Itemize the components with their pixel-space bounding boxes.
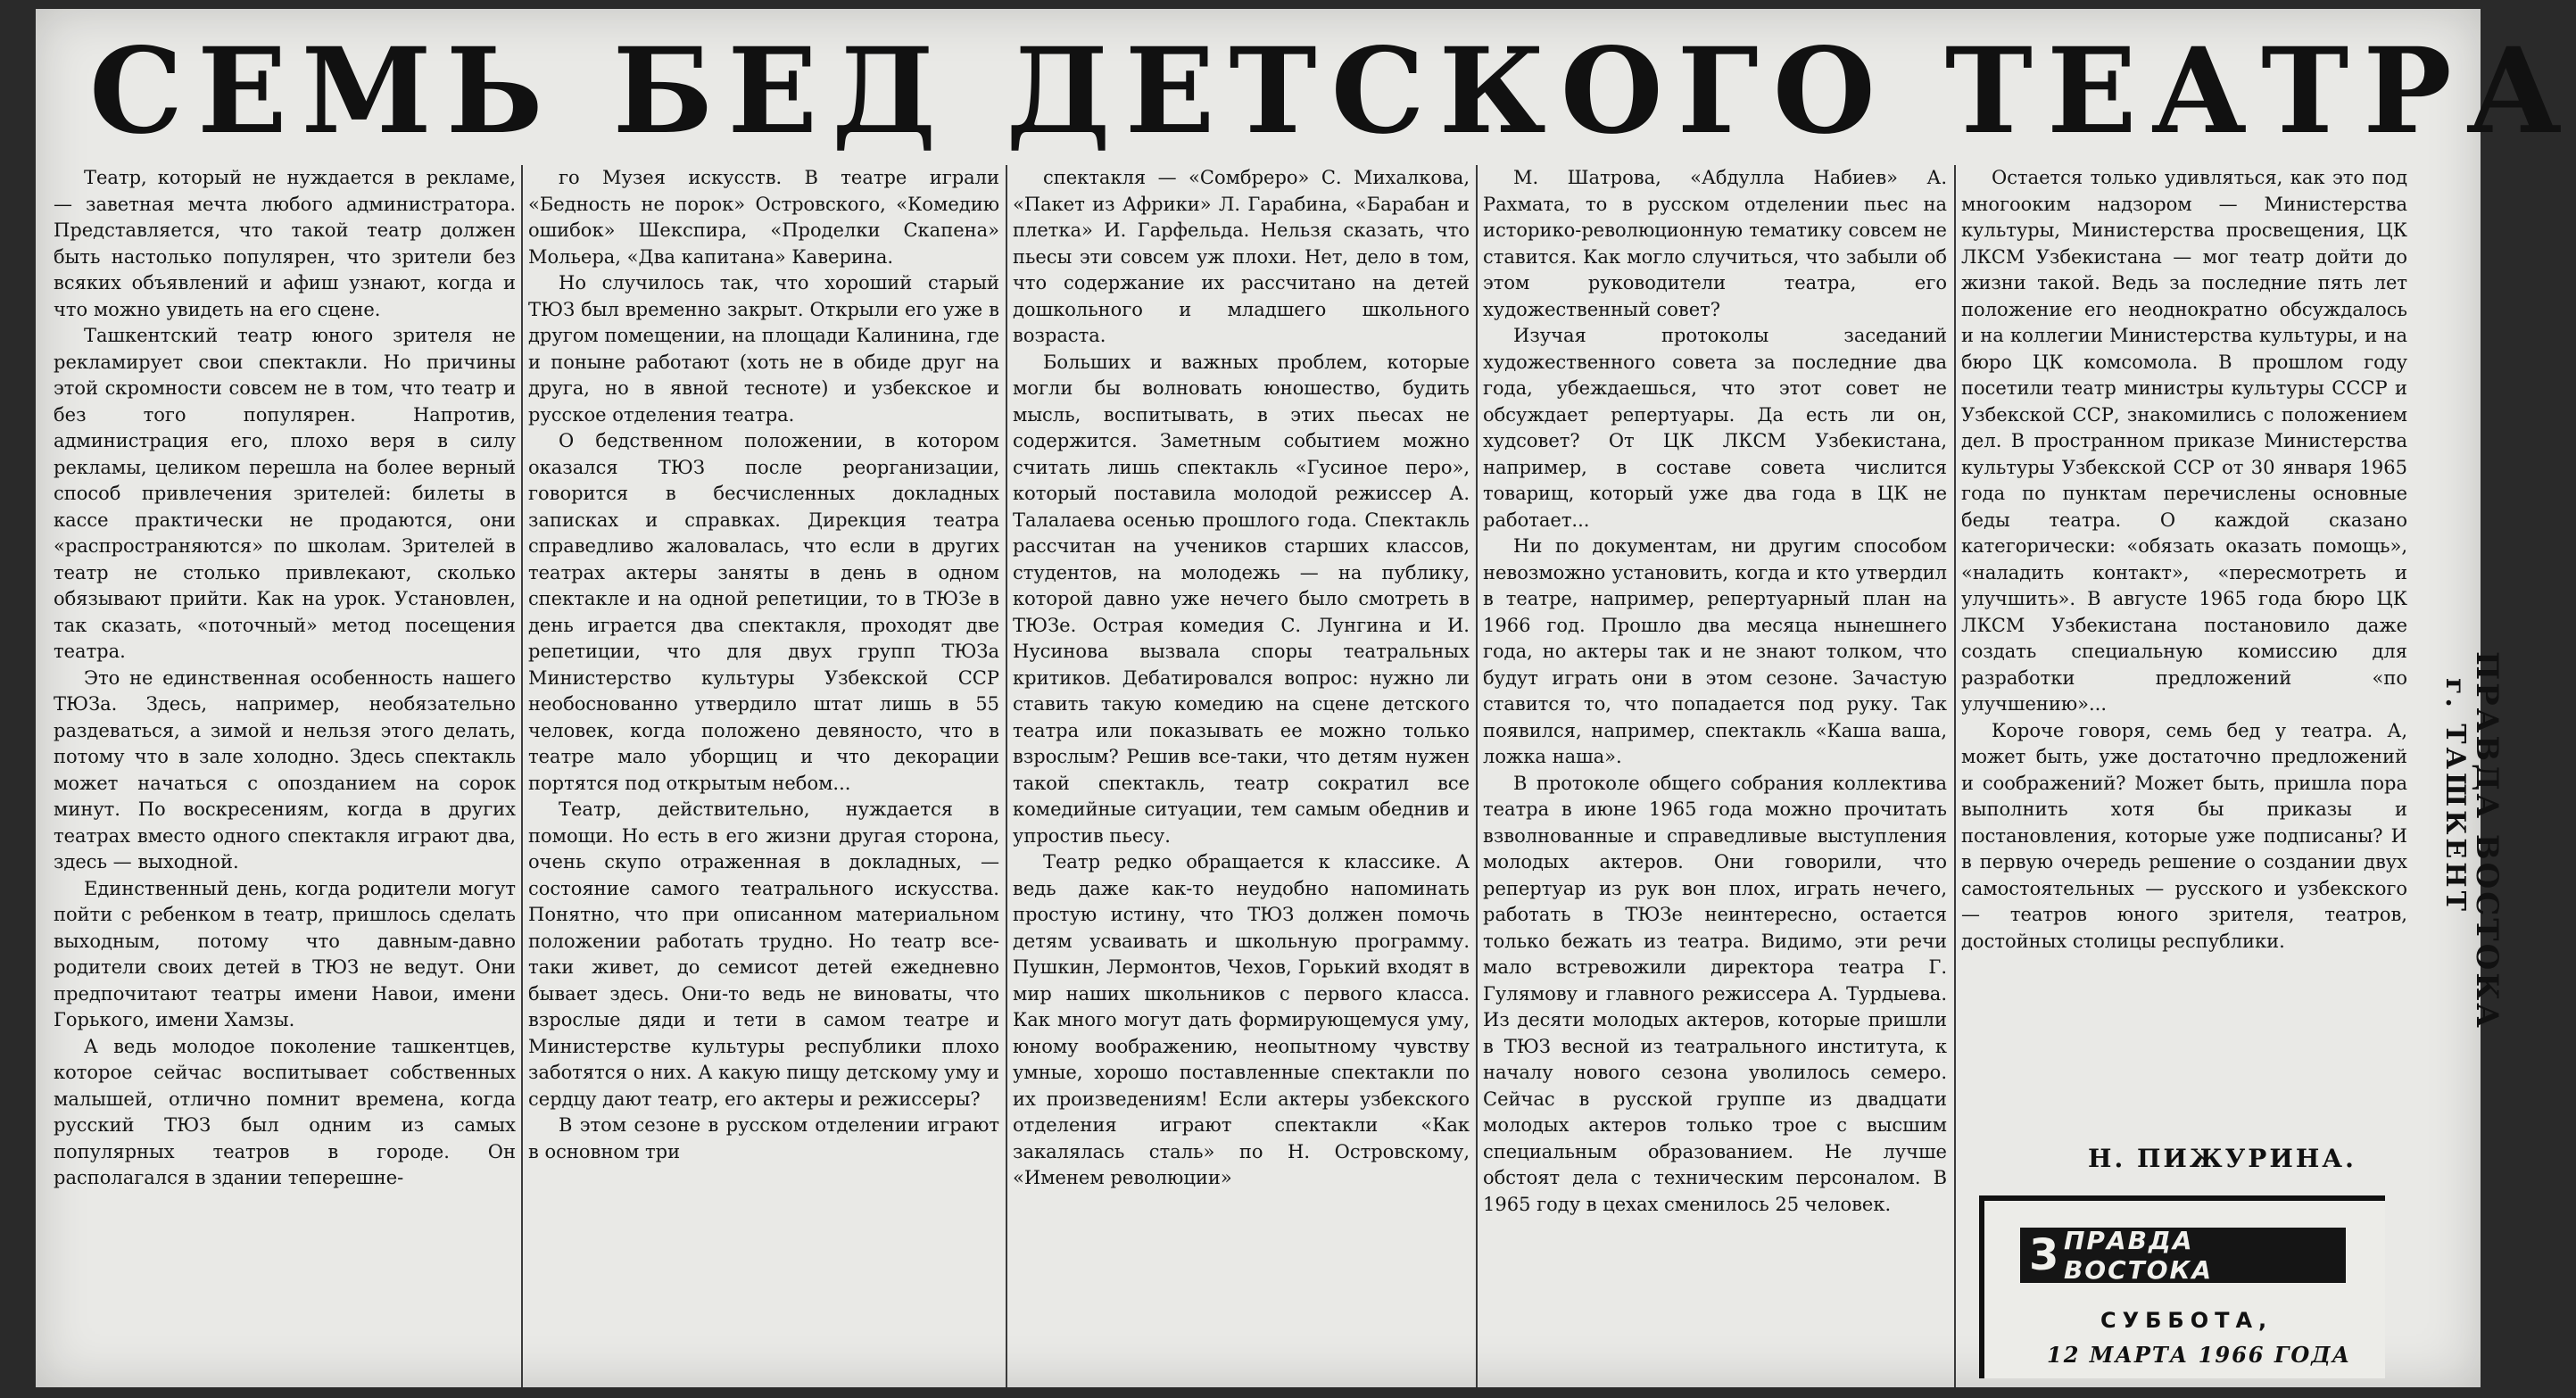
source-city: г. ТАШКЕНТ bbox=[2439, 678, 2471, 914]
column-divider bbox=[1954, 165, 1956, 1387]
column-divider bbox=[521, 165, 523, 1387]
article-paragraph: Театр редко обращается к классике. А ведь даже как-то неудобно напоминать простую истину, что ТЮЗ должен помочь детям усваивать и школьную программу. Пушкин, Лермонтов, Чехов, Горький входят в мир наших школьников с первого класса. Как много могут дать формирующемуся уму, юному воображению, неопытному чувству умные, хорошо поставленные спектакли по их произведениям! Если актеры узбекского отделения играют спектакли «Как закалялась сталь» по Н. Островскому, «Именем революции» bbox=[1013, 851, 1470, 1188]
article-paragraph: Ни по документам, ни другим способом невозможно установить, когда и кто утвердил в театре, например, репертуарный план на 1966 год. Прошло два месяца нынешнего года, но актеры так и не знают толком, что будут играть они в этом сезоне. Зачастую ставится то, что попадается под руку. Так появился, например, спектакль «Каша ваша, ложка наша». bbox=[1483, 535, 1947, 767]
newspaper-clipping bbox=[36, 9, 2576, 1387]
masthead-title: ПРАВДА ВОСТОКА bbox=[2063, 1226, 2214, 1285]
article-column-4 bbox=[1483, 165, 1947, 1387]
article-column-3 bbox=[1013, 165, 1470, 1387]
article-paragraph: спектакля — «Сомбреро» С. Михалкова, «Пакет из Африки» Л. Гарабина, «Барабан и плетка» И. Гарфельда. Нельзя сказать, что пьесы эти совсем уж плохи. Нет, дело в том, что содержание их рассчитано на детей дошкольного и младшего школьного возраста. bbox=[1013, 167, 1470, 346]
article-paragraph: В протоколе общего собрания коллектива театра в июне 1965 года можно прочитать взволнованные и справедливые выступления молодых актеров. Они говорили, что репертуар из рук вон плох, играть нечего, работать в ТЮЗе неинтересно, остается только бежать из театра. Видимо, эти речи мало встревожили директора театра Г. Гулямову и главного режиссера А. Турдыева. Из десяти молодых актеров, которые пришли в ТЮЗ весной из театрального института, к началу нового сезона уволилось семеро. Сейчас в русской группе из двадцати молодых актеров только трое с высшим специальным образованием. Не лучше обстоят дела с техническим персоналом. В 1965 году в цехах сменилось 25 человек. bbox=[1483, 772, 1947, 1215]
masthead-banner bbox=[2020, 1228, 2346, 1283]
article-headline: СЕМЬ БЕД ДЕТСКОГО ТЕАТРА bbox=[89, 22, 2576, 161]
source-credit bbox=[2439, 651, 2512, 1030]
article-paragraph: В этом сезоне в русском отделении играют в основном три bbox=[528, 1114, 999, 1162]
article-column-1 bbox=[54, 165, 516, 1387]
article-paragraph: Театр, который не нуждается в рекламе, — заветная мечта любого администратора. Представляется, что такой театр должен быть настолько популярен, что зрители без всяких объявлений и афиш узнают, когда и что можно увидеть на его сцене. bbox=[54, 167, 516, 320]
newspaper-masthead bbox=[1979, 1195, 2385, 1378]
source-publication: ПРАВДА ВОСТОКА bbox=[2469, 651, 2505, 1030]
article-paragraph: Это не единственная особенность нашего ТЮЗа. Здесь, например, необязательно раздеваться, а зимой и нельзя этого делать, потому что в зале холодно. Здесь спектакль может начаться с опозданием на сорок минут. По воскресениям, когда в других театрах вместо одного спектакля играют два, здесь — выходной. bbox=[54, 666, 516, 873]
column-divider bbox=[1006, 165, 1007, 1387]
issue-date: 12 МАРТА 1966 ГОДА bbox=[2047, 1342, 2352, 1368]
article-paragraph: Ташкентский театр юного зрителя не рекламирует свои спектакли. Но причины этой скромности совсем не в том, что театр и без того популярен. Напротив, администрация его, плохо веря в силу рекламы, целиком перешла на более верный способ привлечения зрителей: билеты в кассе практически не продаются, они «распространяются» по школам. Зрителей в театр не столько привлекают, сколько обязывают прийти. Как на урок. Установлен, так сказать, «поточный» метод посещения театра. bbox=[54, 325, 516, 662]
article-paragraph: А ведь молодое поколение ташкентцев, которое сейчас воспитывает собственных малышей, отлично помнит времена, когда русский ТЮЗ был одним из самых популярных театров в городе. Он располагался в здании теперешне- bbox=[54, 1035, 516, 1188]
article-paragraph: М. Шатрова, «Абдулла Набиев» А. Рахмата, то в русском отделении пьес на историко-революционную тематику совсем не ставится. Как могло случиться, что забыли об этом руководители театра, его художественный совет? bbox=[1483, 167, 1947, 320]
author-signature: Н. ПИЖУРИНА. bbox=[2088, 1144, 2357, 1173]
page-number: 3 bbox=[2029, 1230, 2059, 1280]
article-paragraph: О бедственном положении, в котором оказался ТЮЗ после реорганизации, говорится в бесчисленных докладных записках и справках. Дирекция театра справедливо жаловалась, что если в других театрах актеры заняты в день в одном спектакле и на одной репетиции, то в ТЮЗе в день играется два спектакля, проходят две репетиции, что для двух групп ТЮЗа Министерство культуры Узбекской ССР необоснованно утвердило штат лишь в 55 человек, когда положено девяносто, что в театре мало уборщиц и что декорации портятся под открытым небом... bbox=[528, 430, 999, 794]
article-paragraph: Остается только удивляться, как это под многооким надзором — Министерства культуры, Министерства просвещения, ЦК ЛКСМ Узбекистана — мог театр дойти до жизни такой. Ведь за последние пять лет положение его неоднократно обсуждалось и на коллегии Министерства культуры, и на бюро ЦК комсомола. В прошлом году посетили театр министры культуры СССР и Узбекской ССР, знакомились с положением дел. В пространном приказе Министерства культуры Узбекской ССР от 30 января 1965 года по пунктам перечислены основные беды театра. О каждой сказано категорически: «обязать оказать помощь», «наладить контакт», «пересмотреть и улучшить». В августе 1965 года бюро ЦК ЛКСМ Узбекистана постановило даже создать специальную комиссию для разработки предложений «по улучшению»... bbox=[1961, 167, 2407, 715]
article-paragraph: Театр, действительно, нуждается в помощи. Но есть в его жизни другая сторона, очень скупо отраженная в докладных, — состояние самого театрального искусства. Понятно, что при описанном материальном положении работать трудно. Но театр все-таки живет, до семисот детей ежедневно бывает здесь. Они-то ведь не виноваты, что взрослые дяди и тети в самом театре и Министерстве культуры республики плохо заботятся о них. А какую пищу детскому уму и сердцу дают театр, его актеры и режиссеры? bbox=[528, 798, 999, 1110]
article-paragraph: го Музея искусств. В театре играли «Бедность не порок» Островского, «Комедию ошибок» Шекспира, «Проделки Скапена» Мольера, «Два капитана» Каверина. bbox=[528, 167, 999, 268]
article-column-2 bbox=[528, 165, 999, 1387]
article-paragraph: Единственный день, когда родители могут пойти с ребенком в театр, пришлось сделать выходным, потому что давным-давно родители своих детей в ТЮЗ не ведут. Они предпочитают театры имени Навои, имени Горького, имени Хамзы. bbox=[54, 877, 516, 1030]
column-divider bbox=[1476, 165, 1478, 1387]
article-column-5 bbox=[1961, 165, 2407, 1137]
article-paragraph: Изучая протоколы заседаний художественного совета за последние два года, убеждаешься, что этот совет не обсуждает репертуары. Да есть ли он, худсовет? От ЦК ЛКСМ Узбекистана, например, в составе совета числится товарищ, который уже два года в ЦК не работает... bbox=[1483, 325, 1947, 531]
article-paragraph: Больших и важных проблем, которые могли бы волновать юношество, будить мысль, воспитывать, в этих пьесах не содержится. Заметным событием можно считать лишь спектакль «Гусиное перо», который поставила молодой режиссер А. Талалаева осенью прошлого года. Спектакль рассчитан на учеников старших классов, студентов, на молодежь — на публику, которой давно уже нечего было смотреть в ТЮЗе. Острая комедия С. Лунгина и И. Нусинова вызвала споры театральных критиков. Дебатировался вопрос: нужно ли ставить такую комедию на сцене детского театра или показывать ее можно только взрослым? Решив все-таки, что детям нужен такой спектакль, театр сократил все комедийные ситуации, тем самым обеднив и упростив пьесу. bbox=[1013, 351, 1470, 847]
article-paragraph: Короче говоря, семь бед у театра. А, может быть, уже достаточно предложений и соображений? Может быть, пришла пора выполнить хотя бы приказы и постановления, которые уже подписаны? И в первую очередь решение о создании двух самостоятельных — русского и узбекского — театров юного зрителя, театров, достойных столицы республики. bbox=[1961, 719, 2407, 952]
article-paragraph: Но случилось так, что хороший старый ТЮЗ был временно закрыт. Открыли его уже в другом помещении, на площади Калинина, где и поныне работают (хоть не в обиде друг на друга, но в явной тесноте) и узбекское и русское отделения театра. bbox=[528, 272, 999, 426]
issue-weekday: СУББОТА, bbox=[2100, 1308, 2274, 1333]
